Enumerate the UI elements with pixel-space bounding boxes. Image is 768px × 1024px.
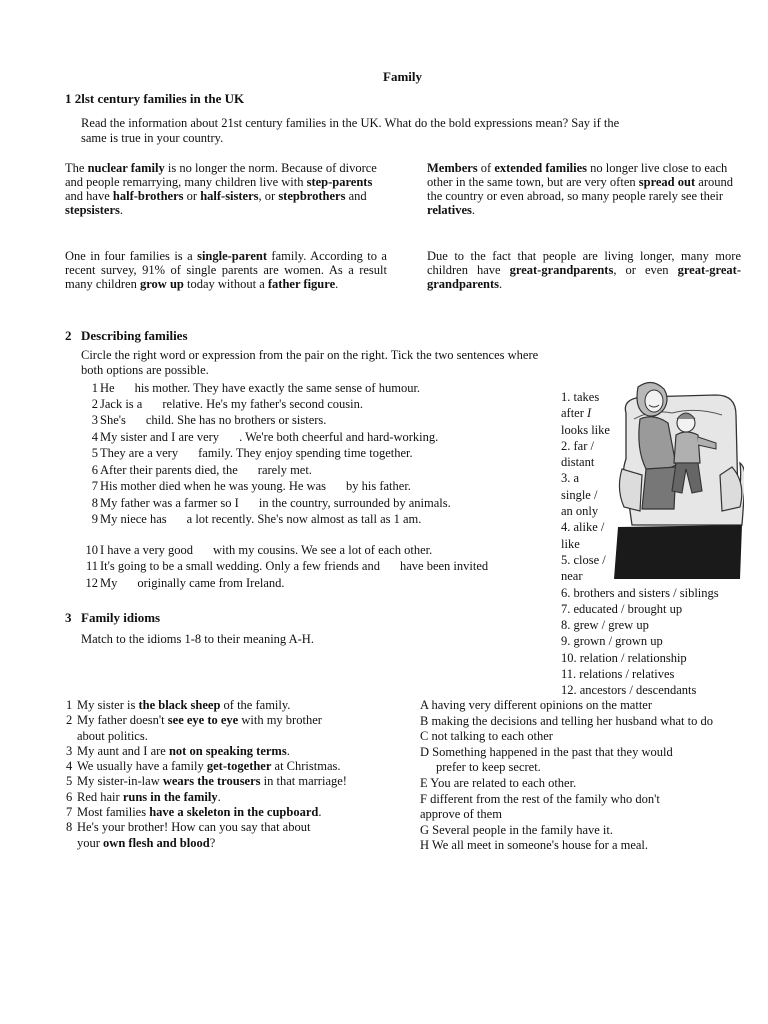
- idiom-item: 7 Most families have a skeleton in the cupboard.: [66, 805, 322, 820]
- meaning-item-continued: approve of them: [420, 807, 502, 822]
- meaning-item: E You are related to each other.: [420, 775, 577, 790]
- option-item: looks like: [561, 422, 610, 437]
- sentence-number: 11: [85, 559, 98, 573]
- option-item: 3. a: [561, 471, 580, 486]
- section-2-heading: 2 Describing families: [65, 328, 188, 343]
- sentence-number: 5: [91, 446, 98, 460]
- sentence-item: [85, 511, 565, 527]
- sentence-end: his mother. They have exactly the same sense of humour.: [134, 381, 421, 395]
- single-parent-text: One in four families is a single-parent family. According to a recent survey, 91% of single parents are women. As a result many children grow up today without a father figure.: [65, 249, 387, 291]
- sentence-number: 3: [91, 413, 98, 427]
- sentence-item: [85, 380, 565, 396]
- sentence-item: [85, 478, 565, 494]
- option-item: single /: [561, 487, 598, 502]
- option-item: distant: [561, 455, 595, 470]
- sentence-number: 8: [91, 496, 98, 510]
- sentence-number: 4: [91, 430, 98, 444]
- meaning-item: G Several people in the family have it.: [420, 822, 613, 837]
- sentence-start: They are a very: [100, 446, 179, 460]
- page-title: Family: [383, 69, 422, 84]
- section-1-intro: Read the information about 21st century families in the UK. What do the bold expressions mean? Say if the same is true in your country.: [81, 116, 620, 145]
- sentence-start: I have a very good: [100, 543, 194, 557]
- sentence-end: relative. He's my father's second cousin.: [162, 397, 363, 411]
- option-item: after I: [561, 406, 592, 421]
- idiom-item: 3 My aunt and I are not on speaking terms.: [66, 743, 290, 758]
- option-item: 9. grown / grown up: [561, 634, 663, 649]
- idiom-item-continued: your own flesh and blood?: [77, 835, 216, 850]
- sentence-end: by his father.: [346, 479, 411, 493]
- option-item: 7. educated / brought up: [561, 601, 683, 616]
- option-item: 6. brothers and sisters / siblings: [561, 585, 719, 600]
- sentence-item: [85, 429, 565, 445]
- sentence-item: [85, 412, 565, 428]
- sentence-end: child. She has no brothers or sisters.: [145, 413, 327, 427]
- idiom-item: 8 He's your brother! How can you say that about: [66, 820, 311, 835]
- sentence-number: 12: [85, 576, 98, 590]
- meaning-item: B making the decisions and telling her husband what to do: [420, 713, 714, 728]
- option-item: 10. relation / relationship: [561, 650, 687, 665]
- option-item: 1. takes: [561, 390, 600, 404]
- sentence-number: 10: [85, 543, 98, 557]
- sentence-item: [85, 462, 565, 478]
- sentence-number: 7: [91, 479, 98, 493]
- idiom-item: 1 My sister is the black sheep of the family.: [66, 698, 291, 712]
- sentence-item: [85, 558, 565, 574]
- idiom-item-continued: about politics.: [77, 728, 148, 743]
- option-item: near: [561, 569, 583, 584]
- meaning-item: H We all meet in someone's house for a meal.: [420, 838, 649, 853]
- meaning-list: [420, 698, 750, 854]
- sentence-item: [85, 396, 565, 412]
- sentence-end: family. They enjoy spending time together.: [198, 446, 413, 460]
- sentence-end: with my cousins. We see a lot of each other.: [213, 543, 433, 557]
- sentence-end: . We're both cheerful and hard-working.: [239, 430, 439, 444]
- sentence-number: 1: [91, 381, 98, 395]
- sentence-start: She's: [100, 413, 126, 427]
- sentence-start: After their parents died, the: [100, 463, 238, 477]
- option-item: 5. close /: [561, 552, 606, 567]
- sentence-start: His mother died when he was young. He was: [100, 479, 326, 493]
- sentence-start: My sister and I are very: [100, 430, 220, 444]
- sentence-start: He: [100, 381, 115, 395]
- idiom-item: 2 My father doesn't see eye to eye with my brother: [66, 713, 322, 728]
- sentence-number: 9: [91, 512, 98, 526]
- option-item: an only: [561, 504, 599, 519]
- sentence-item: [85, 575, 565, 591]
- sentence-start: My niece has: [100, 512, 167, 526]
- sentence-start: It's going to be a small wedding. Only a few friends and: [100, 559, 380, 573]
- meaning-item: D Something happened in the past that they would: [420, 744, 673, 759]
- idiom-list: [66, 698, 406, 851]
- meaning-item: C not talking to each other: [420, 729, 553, 744]
- section-2-instruction: Circle the right word or expression from the pair on the right. Tick the two sentences where both options are possible.: [81, 348, 539, 377]
- sentence-end: a lot recently. She's now almost as tall as 1 am.: [186, 512, 422, 526]
- sentence-start: My father was a farmer so I: [100, 496, 239, 510]
- sentence-end: have been invited: [399, 559, 489, 573]
- option-item: 4. alike /: [561, 520, 605, 535]
- section-1-heading: 1 2lst century families in the UK: [65, 91, 245, 106]
- sentence-number: 2: [91, 397, 98, 411]
- idiom-item: 5 My sister-in-law wears the trousers in that marriage!: [66, 774, 347, 789]
- sentence-end: in the country, surrounded by animals.: [258, 496, 451, 510]
- sentence-start: My: [100, 576, 118, 590]
- meaning-item: F different from the rest of the family who don't: [420, 791, 660, 806]
- sentence-end: rarely met.: [257, 463, 312, 477]
- sentence-start: Jack is a: [100, 397, 143, 411]
- option-item: 12. ancestors / descendants: [561, 683, 697, 698]
- sentence-item: [85, 495, 565, 511]
- idiom-item: 6 Red hair runs in the family.: [66, 789, 221, 804]
- option-item: 8. grew / grew up: [561, 618, 649, 633]
- extended-family-text: Members of extended families no longer live close to each other in the same town, but are very often spread out around the country or even abroad, so many people rarely see their relatives.: [427, 161, 733, 217]
- nuclear-family-text: The nuclear family is no longer the norm. Because of divorce and people remarrying, many children live with step-parents and have half-brothers or half-sisters, or stepbrothers and stepsisters.: [65, 161, 377, 217]
- family-illustration: [612, 379, 744, 579]
- section-3-heading: 3 Family idioms: [65, 610, 161, 625]
- sentence-end: originally came from Ireland.: [137, 576, 285, 590]
- option-item: 2. far /: [561, 438, 594, 453]
- section-3-instruction: Match to the idioms 1-8 to their meaning A-H.: [81, 632, 314, 646]
- sentence-number: 6: [91, 463, 98, 477]
- option-item: like: [561, 536, 580, 551]
- option-item: 11. relations / relatives: [561, 667, 675, 682]
- meaning-item: A having very different opinions on the matter: [420, 698, 653, 712]
- meaning-item-continued: prefer to keep secret.: [436, 760, 541, 775]
- idiom-item: 4 We usually have a family get-together at Christmas.: [66, 759, 341, 774]
- great-grandparents-text: Due to the fact that people are living longer, many more children have great-grandparents, or even great-great-grandparents.: [427, 249, 741, 291]
- sentence-item: [85, 445, 565, 461]
- sentence-item: [85, 542, 565, 558]
